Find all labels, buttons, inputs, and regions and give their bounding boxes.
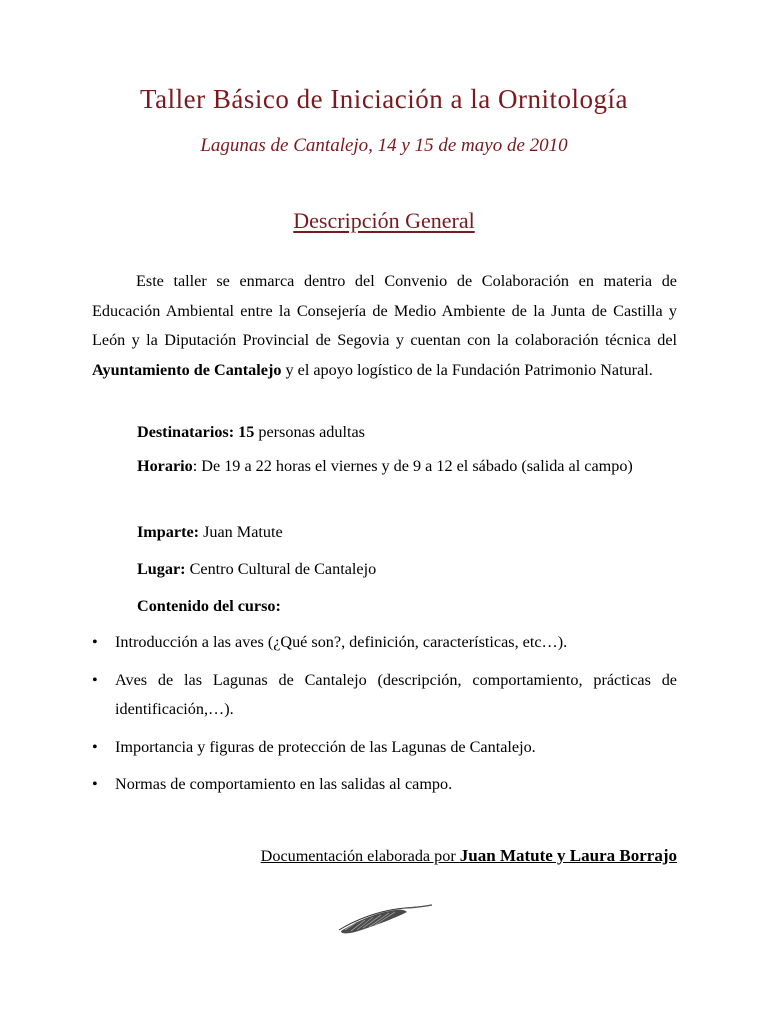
list-item: • Aves de las Lagunas de Cantalejo (descripción, comportamiento, prácticas de identificación,…). (92, 666, 677, 725)
destinatarios-value: personas adultas (254, 423, 365, 441)
intro-text-2: y el apoyo logístico de la Fundación Patrimonio Natural. (281, 360, 653, 379)
footer-prefix: Documentación elaborada por (260, 847, 460, 865)
destinatarios-label: Destinatarios: (137, 423, 235, 441)
lugar-value: Centro Cultural de Cantalejo (185, 560, 377, 578)
lugar-label: Lugar: (137, 560, 186, 578)
section-heading: Descripción General (293, 208, 475, 233)
imparte-label: Imparte: (137, 523, 200, 541)
footer-authors: Juan Matute y Laura Borrajo (459, 846, 677, 865)
footer-credit (261, 846, 677, 866)
imparte-value: Juan Matute (199, 523, 283, 541)
list-item: • Introducción a las aves (¿Qué son?, definición, características, etc…). (92, 628, 677, 658)
lugar-line (137, 555, 376, 585)
horario-value: : De 19 a 22 horas el viernes y de 9 a 12 el sábado (salida al campo) (192, 457, 633, 475)
horario-line (92, 452, 677, 482)
intro-text-1: Este taller se enmarca dentro del Convenio de Colaboración en materia de Educación Ambiental entre la Consejería de Medio Ambiente de la Junta de Castilla y León y la Diputación Provincial de Segovia y cuentan con la colaboración técnica del (92, 272, 677, 349)
horario-label: Horario (137, 457, 193, 475)
contenido-label: Contenido del curso: (137, 597, 281, 615)
contenido-heading (137, 592, 281, 622)
destinatarios-number: 15 (238, 423, 255, 441)
document-title: Taller Básico de Iniciación a la Ornitología (140, 84, 628, 114)
document-subtitle: Lagunas de Cantalejo, 14 y 15 de mayo de 2010 (200, 135, 568, 156)
destinatarios-line (137, 418, 365, 448)
intro-bold-organization: Ayuntamiento de Cantalejo (92, 360, 282, 379)
feather-icon (335, 900, 435, 940)
imparte-line (137, 518, 283, 548)
list-item: • Importancia y figuras de protección de las Lagunas de Cantalejo. (92, 733, 677, 763)
intro-paragraph (92, 267, 677, 385)
contents-list (92, 628, 677, 800)
list-item: • Normas de comportamiento en las salidas al campo. (92, 770, 677, 800)
